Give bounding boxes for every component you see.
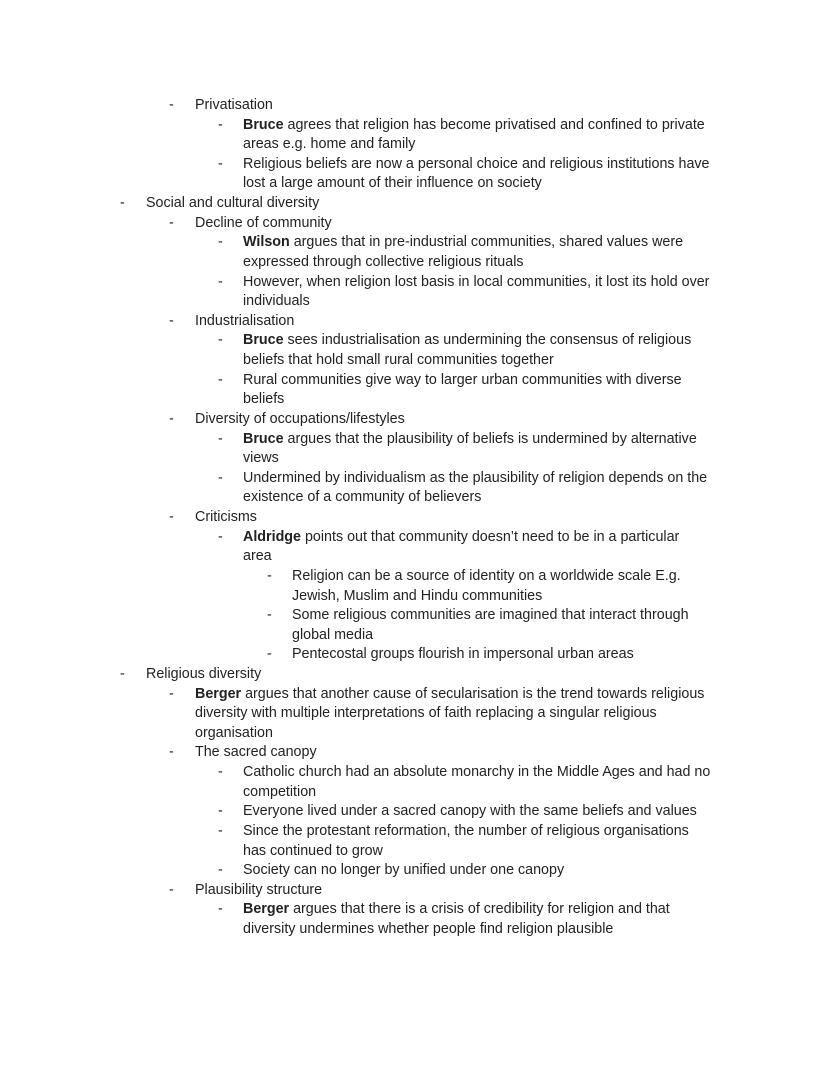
outline-line <box>0 292 828 312</box>
outline-line <box>0 449 828 469</box>
line-text: individuals <box>243 293 310 310</box>
line-text: diversity with multiple interpretations of faith replacing a singular religious <box>195 705 657 722</box>
line-text: Pentecostal groups flourish in impersonal urban areas <box>292 646 634 663</box>
outline-line <box>0 96 828 116</box>
outline-line <box>0 528 828 548</box>
bullet-dash: - <box>169 744 174 761</box>
outline-line <box>0 881 828 901</box>
line-text: Industrialisation <box>195 312 295 329</box>
line-text: Catholic church had an absolute monarchy in the Middle Ages and had no <box>243 764 711 781</box>
bold-name: Bruce <box>243 332 284 349</box>
line-text: has continued to grow <box>243 842 383 859</box>
outline-line <box>0 587 828 607</box>
outline-line <box>0 390 828 410</box>
outline-line <box>0 331 828 351</box>
bold-name: Aldridge <box>243 528 301 545</box>
outline-line <box>0 743 828 763</box>
outline-line <box>0 861 828 881</box>
outline-line <box>0 430 828 450</box>
bullet-dash: - <box>218 862 223 879</box>
outline-line <box>0 116 828 136</box>
line-text: Undermined by individualism as the plausibility of religion depends on the <box>243 469 708 486</box>
outline-line <box>0 469 828 489</box>
line-text: Bruce agrees that religion has become privatised and confined to private <box>243 116 705 133</box>
bullet-dash: - <box>218 822 223 839</box>
line-text: Rural communities give way to larger urban communities with diverse <box>243 371 682 388</box>
line-text: organisation <box>195 724 273 741</box>
line-text: Criticisms <box>195 509 257 526</box>
bullet-dash: - <box>218 528 223 545</box>
line-text: diversity undermines whether people find religion plausible <box>243 921 614 938</box>
outline-line <box>0 842 828 862</box>
outline-line <box>0 253 828 273</box>
line-text: expressed through collective religious rituals <box>243 253 524 270</box>
bullet-dash: - <box>218 764 223 781</box>
outline-line <box>0 920 828 940</box>
line-text: Plausibility structure <box>195 881 323 898</box>
outline-line <box>0 273 828 293</box>
line-text: Religious beliefs are now a personal choice and religious institutions have <box>243 155 710 172</box>
bullet-dash: - <box>218 234 223 251</box>
bullet-dash: - <box>267 567 272 584</box>
outline-line <box>0 508 828 528</box>
line-text: Berger argues that another cause of secularisation is the trend towards religious <box>195 685 705 702</box>
line-text: The sacred canopy <box>195 744 317 761</box>
line-text: Aldridge points out that community doesn’t need to be in a particular <box>243 528 680 545</box>
bullet-dash: - <box>218 469 223 486</box>
line-text: beliefs that hold small rural communities together <box>243 352 554 369</box>
bullet-dash: - <box>169 214 174 231</box>
bold-name: Berger <box>243 901 290 918</box>
outline-line <box>0 606 828 626</box>
line-text: existence of a community of believers <box>243 489 482 506</box>
bullet-dash: - <box>169 410 174 427</box>
outline-line <box>0 645 828 665</box>
line-text: Berger argues that there is a crisis of credibility for religion and that <box>243 901 670 918</box>
bold-name: Bruce <box>243 430 284 447</box>
line-text: Bruce sees industrialisation as undermining the consensus of religious <box>243 332 692 349</box>
outline-line <box>0 567 828 587</box>
bold-name: Bruce <box>243 116 284 133</box>
line-text: area <box>243 548 272 565</box>
outline-line <box>0 822 828 842</box>
line-text: Religion can be a source of identity on a worldwide scale E.g. <box>292 567 681 584</box>
line-text: Bruce argues that the plausibility of beliefs is undermined by alternative <box>243 430 697 447</box>
line-text: Privatisation <box>195 97 273 113</box>
outline-line <box>0 312 828 332</box>
line-text: Diversity of occupations/lifestyles <box>195 410 405 427</box>
line-text: beliefs <box>243 391 285 408</box>
line-text: Society can no longer by unified under one canopy <box>243 862 565 879</box>
line-text: areas e.g. home and family <box>243 136 416 153</box>
bullet-dash: - <box>120 665 125 682</box>
outline-line <box>0 214 828 234</box>
line-text: views <box>243 450 279 467</box>
bullet-dash: - <box>218 116 223 133</box>
outline-line <box>0 233 828 253</box>
bullet-dash: - <box>267 607 272 624</box>
outline-line <box>0 724 828 744</box>
outline-line <box>0 900 828 920</box>
outline-line <box>0 763 828 783</box>
bullet-dash: - <box>218 155 223 172</box>
outline-line <box>0 371 828 391</box>
bullet-dash: - <box>218 901 223 918</box>
line-text: Jewish, Muslim and Hindu communities <box>292 587 543 604</box>
outline-line <box>0 704 828 724</box>
outline-line <box>0 665 828 685</box>
outline-line <box>0 783 828 803</box>
outline-line <box>0 488 828 508</box>
outline-line <box>0 351 828 371</box>
outline-line <box>0 135 828 155</box>
bold-name: Wilson <box>243 234 290 251</box>
line-text: Social and cultural diversity <box>146 195 320 212</box>
outline-line <box>0 547 828 567</box>
bullet-dash: - <box>218 803 223 820</box>
outline-line <box>0 174 828 194</box>
bullet-dash: - <box>218 273 223 290</box>
line-text: competition <box>243 783 317 800</box>
outline-line <box>0 410 828 430</box>
bullet-dash: - <box>169 509 174 526</box>
bullet-dash: - <box>169 685 174 702</box>
bullet-dash: - <box>169 312 174 329</box>
outline-line <box>0 626 828 646</box>
outline-line <box>0 194 828 214</box>
line-text: Decline of community <box>195 214 332 231</box>
bullet-dash: - <box>120 195 125 212</box>
bold-name: Berger <box>195 685 242 702</box>
line-text: Since the protestant reformation, the number of religious organisations <box>243 822 689 839</box>
line-text: lost a large amount of their influence on society <box>243 175 542 192</box>
bullet-dash: - <box>218 430 223 447</box>
outline-line <box>0 802 828 822</box>
bullet-dash: - <box>218 371 223 388</box>
line-text: Some religious communities are imagined that interact through <box>292 607 689 624</box>
bullet-dash: - <box>267 646 272 663</box>
line-text: Religious diversity <box>146 665 262 682</box>
line-text: Everyone lived under a sacred canopy with the same beliefs and values <box>243 803 697 820</box>
outline-line <box>0 685 828 705</box>
bullet-dash: - <box>169 881 174 898</box>
line-text: However, when religion lost basis in local communities, it lost its hold over <box>243 273 710 290</box>
outline-line <box>0 155 828 175</box>
bullet-dash: - <box>169 97 174 113</box>
bullet-dash: - <box>218 332 223 349</box>
line-text: Wilson argues that in pre-industrial communities, shared values were <box>243 234 684 251</box>
line-text: global media <box>292 626 374 643</box>
